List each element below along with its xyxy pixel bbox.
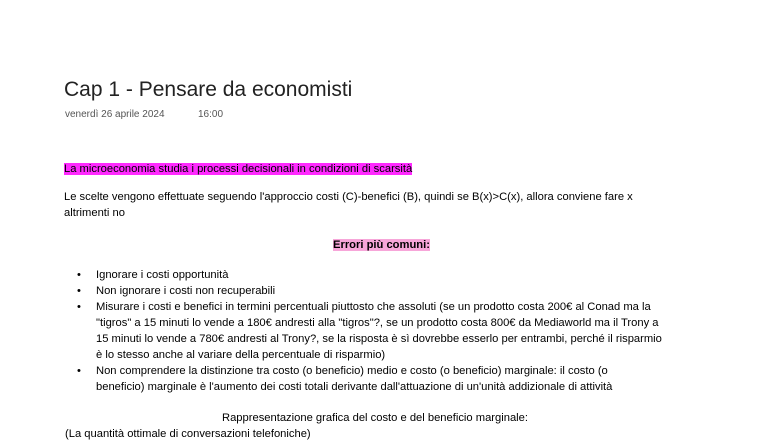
- note-date: venerdì 26 aprile 2024: [65, 109, 165, 120]
- graph-subtitle: (La quantità ottimale di conversazioni telefoniche): [65, 428, 311, 440]
- rule-line: Le scelte vengono effettuate seguendo l'approccio costi (C)-benefici (B), quindi se B(x)>C(x), allora conviene fare x: [64, 191, 633, 203]
- list-item-line: Non ignorare i costi non recuperabili: [96, 285, 276, 297]
- intro-paragraph: [64, 161, 412, 177]
- errors-heading: [333, 237, 430, 253]
- list-item-line: Non comprendere la distinzione tra costo (o beneficio) medio e costo (o beneficio) marginale: il costo (o: [96, 365, 608, 377]
- rule-paragraph: [64, 189, 633, 221]
- rule-line: altrimenti no: [64, 207, 125, 219]
- list-item-line: Misurare i costi e benefici in termini percentuali piuttosto che assoluti (se un prodotto costa 200€ al Conad ma la: [96, 301, 651, 313]
- list-item: [64, 283, 662, 299]
- list-item-line: Ignorare i costi opportunità: [96, 269, 229, 281]
- list-item-line: beneficio) marginale è l'aumento dei costi totali derivante dall'attuazione di un'unità addizionale di attività: [96, 381, 613, 393]
- bullet-icon: •: [77, 365, 81, 377]
- list-item: [64, 363, 662, 395]
- graph-title: Rappresentazione grafica del costo e del beneficio marginale:: [222, 412, 528, 424]
- intro-highlight: La microeconomia studia i processi decisionali in condizioni di scarsità: [64, 163, 413, 175]
- list-item-line: "tigros" a 15 minuti lo vende a 180€ andresti alla "tigros"?, se un prodotto costa 800€ da Mediaworld ma il Trony a: [96, 317, 659, 329]
- list-item-line: 15 minuti lo vende a 780€ andresti al Trony?, se la risposta è sì dovrebbe esserlo per entrambi, perché il risparmio: [96, 333, 662, 345]
- bullet-icon: •: [77, 269, 81, 281]
- note-time: 16:00: [198, 109, 224, 120]
- list-item-line: è lo stesso anche al variare della percentuale di risparmio): [96, 349, 386, 361]
- bullet-icon: •: [77, 301, 81, 313]
- page-title: Cap 1 - Pensare da economisti: [64, 78, 353, 101]
- list-item: [64, 299, 662, 363]
- errors-list: [64, 267, 662, 395]
- list-item: [64, 267, 662, 283]
- bullet-icon: •: [77, 285, 81, 297]
- errors-heading-highlight: Errori più comuni:: [333, 239, 430, 251]
